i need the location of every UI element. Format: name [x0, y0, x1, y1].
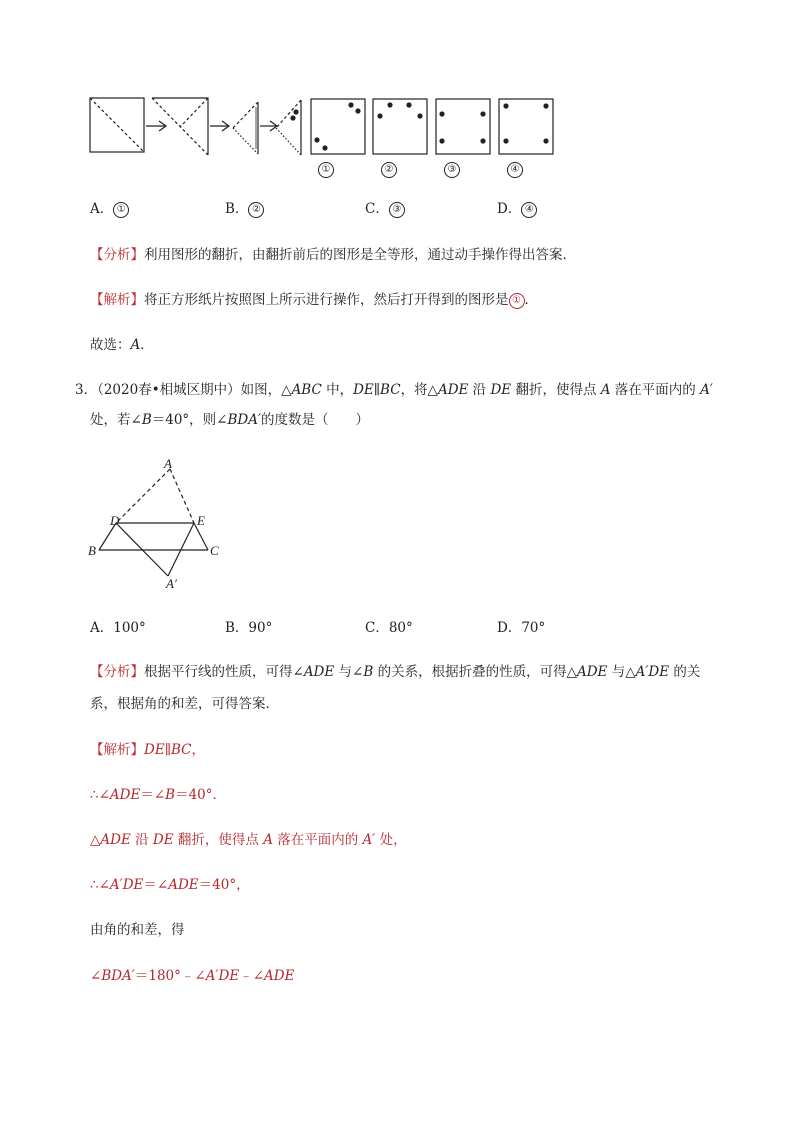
- q3-option-d: D．70°: [497, 620, 546, 636]
- q3-option-a: A．100°: [90, 620, 146, 636]
- q3-option-c: C．80°: [365, 620, 413, 636]
- triangle-fold-figure: [86, 455, 226, 595]
- q2-option-b: B． ②: [225, 199, 264, 219]
- option-box-1: [311, 99, 365, 154]
- q3-stem-line-2: 处，若∠B＝40°，则∠BDA′的度数是（ ）: [90, 412, 370, 428]
- option-box-label-1: ①: [318, 159, 334, 179]
- option-box-label-2: ②: [381, 159, 397, 179]
- vertex-b-label: B: [88, 543, 96, 558]
- option-box-2: [373, 99, 427, 154]
- q3-solution-line-6: ∠BDA′＝180°﹣∠A′DE﹣∠ADE: [90, 968, 295, 984]
- q2-choice: 故选：A．: [90, 337, 154, 353]
- q3-option-b: B．90°: [225, 620, 273, 636]
- q3-solution-line-2: ∴∠ADE＝∠B＝40°．: [90, 787, 227, 803]
- q3-solution-line-1: 【解析】DE∥BC，: [90, 742, 205, 758]
- q3-analysis-line-1: 【分析】根据平行线的性质，可得∠ADE 与∠B 的关系，根据折叠的性质，可得△ADE 与△A′DE 的关: [90, 664, 701, 680]
- q2-analysis: 【分析】利用图形的翻折，由翻折前后的图形是全等形，通过动手操作得出答案．: [90, 247, 576, 263]
- q3-solution-line-5: 由角的和差，得: [90, 922, 185, 938]
- q3-stem-line-1: 3．（2020春•相城区期中）如图，△ABC 中，DE∥BC，将△ADE 沿 DE 翻折，使得点 A 落在平面内的 A′: [75, 382, 713, 398]
- vertex-c-label: C: [210, 543, 219, 558]
- vertex-a-prime-label: A′: [166, 576, 177, 591]
- option-box-label-4: ④: [507, 159, 523, 179]
- option-box-3: [436, 99, 490, 154]
- q2-option-d: D． ④: [497, 199, 537, 219]
- vertex-e-label: E: [197, 513, 205, 528]
- q2-option-c: C． ③: [365, 199, 405, 219]
- q2-solution: 【解析】将正方形纸片按照图上所示进行操作，然后打开得到的图形是 ① ．: [90, 292, 538, 308]
- q3-analysis-line-2: 系，根据角的和差，可得答案．: [90, 696, 279, 712]
- option-box-label-3: ③: [444, 159, 460, 179]
- vertex-a-label: A: [164, 456, 172, 471]
- q3-solution-line-4: ∴∠A′DE＝∠ADE＝40°，: [90, 877, 250, 893]
- q3-solution-line-3: △ADE 沿 DE 翻折，使得点 A 落在平面内的 A′ 处，: [90, 832, 407, 848]
- vertex-d-label: D: [110, 513, 120, 528]
- q2-option-a: A． ①: [90, 199, 129, 219]
